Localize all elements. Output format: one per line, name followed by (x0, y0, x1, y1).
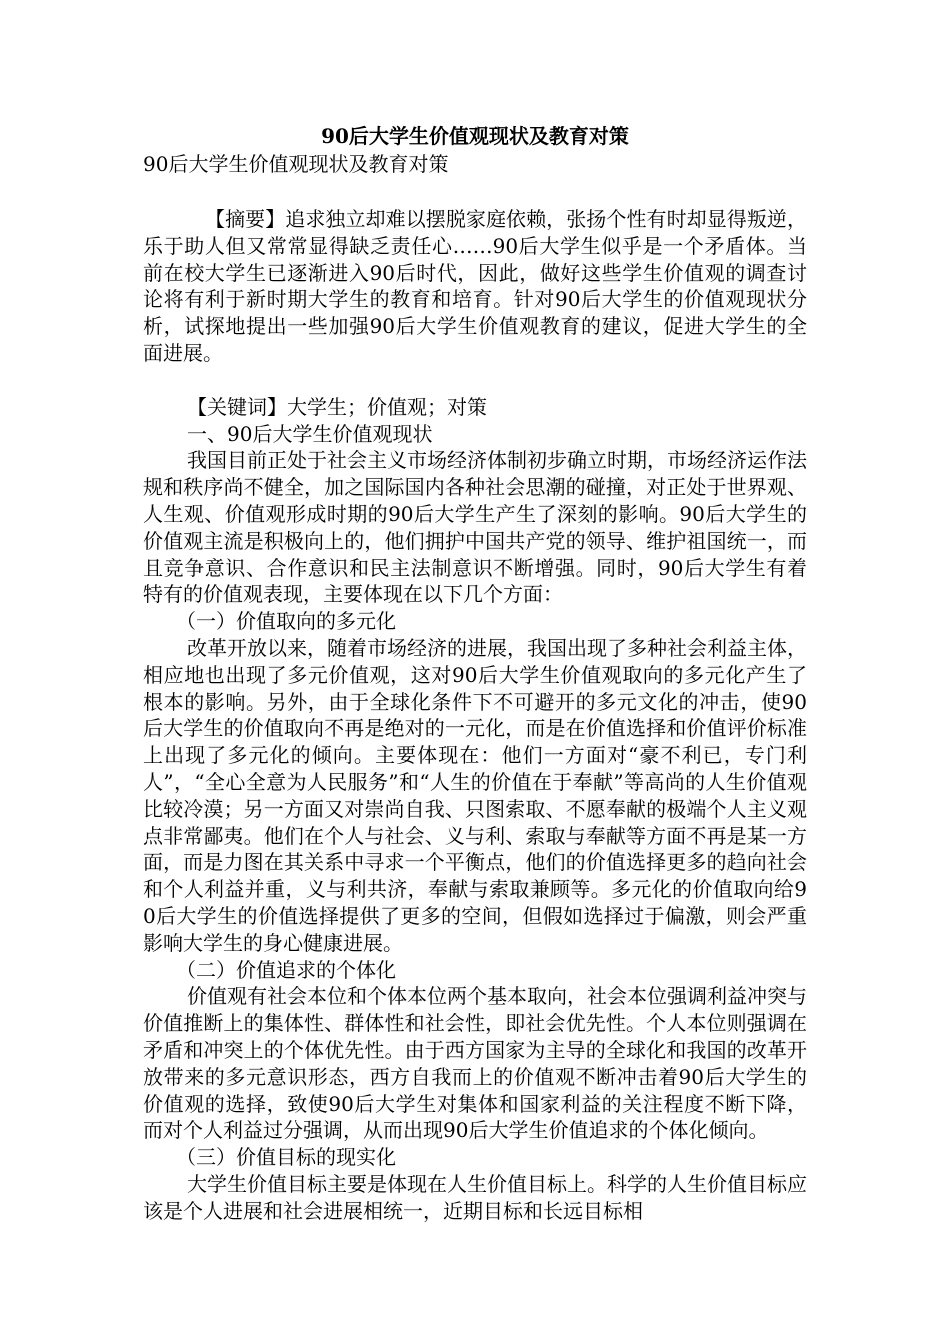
document-title: 90后大学生价值观现状及教育对策 (321, 124, 629, 148)
subsection-1-heading: （一）价值取向的多元化 (176, 609, 396, 634)
keywords-line: 【关键词】大学生；价值观；对策 (187, 394, 487, 419)
subsection-2-heading: （二）价值追求的个体化 (176, 957, 396, 982)
abstract-paragraph: 【摘要】追求独立却难以摆脱家庭依赖，张扬个性有时却显得叛逆，乐于助人但又常常显得缺乏责任心……90后大学生似乎是一个矛盾体。当前在校大学生已逐渐进入90后时代，因此，做好这些学生价值观的调查讨论将有利于新时期大学生的教育和培育。针对90后大学生的价值观现状分析，试探地提出一些加强90后大学生价值观教育的建议，促进大学生的全面进展。 (143, 207, 807, 365)
document-page (143, 122, 807, 1224)
subsection-3-heading: （三）价值目标的现实化 (176, 1145, 396, 1170)
section-1-heading: 一、90后大学生价值观现状 (187, 421, 433, 446)
spacer (143, 178, 807, 206)
subsection-1-paragraph: 改革开放以来，随着市场经济的进展，我国出现了多种社会利益主体，相应地也出现了多元价值观，这对90后大学生价值观取向的多元化产生了根本的影响。另外，由于全球化条件下不可避开的多元文化的冲击，使90后大学生的价值取向不再是绝对的一元化，而是在价值选择和价值评价标准上出现了多元化的倾向。主要体现在：他们一方面对“豪不利已，专门利人”，“全心全意为人民服务”和“人生的价值在于奉献”等高尚的人生价值观比较冷漠；另一方面又对崇尚自我、只图索取、不愿奉献的极端个人主义观点非常鄙夷。他们在个人与社会、义与利、索取与奉献等方面不再是某一方面，而是力图在其关系中寻求一个平衡点，他们的价值选择更多的趋向社会和个人利益并重，义与利共济，奉献与索取兼顾等。多元化的价值取向给90后大学生的价值选择提供了更多的空间，但假如选择过于偏激，则会严重影响大学生的身心健康进展。 (143, 635, 807, 955)
spacer (143, 367, 807, 394)
subsection-3-paragraph: 大学生价值目标主要是体现在人生价值目标上。科学的人生价值目标应该是个人进展和社会进展相统一，近期目标和长远目标相 (143, 1171, 807, 1223)
subsection-2-paragraph: 价值观有社会本位和个体本位两个基本取向，社会本位强调利益冲突与价值推断上的集体性、群体性和社会性，即社会优先性。个人本位则强调在矛盾和冲突上的个体优先性。由于西方国家为主导的全球化和我国的改革开放带来的多元意识形态，西方自我而上的价值观不断冲击着90后大学生的价值观的选择，致使90后大学生对集体和国家利益的关注程度不断下降，而对个人利益过分强调，从而出现90后大学生价值追求的个体化倾向。 (143, 984, 807, 1143)
document-subtitle: 90后大学生价值观现状及教育对策 (143, 152, 449, 176)
section-1-intro-paragraph: 我国目前正处于社会主义市场经济体制初步确立时期，市场经济运作法规和秩序尚不健全，加之国际国内各种社会思潮的碰撞，对正处于世界观、人生观、价值观形成时期的90后大学生产生了深刻的影响。90后大学生的价值观主流是积极向上的，他们拥护中国共产党的领导、维护祖国统一，而且竞争意识、合作意识和民主法制意识不断增强。同时，90后大学生有着特有的价值观表现，主要体现在以下几个方面： (143, 448, 807, 607)
